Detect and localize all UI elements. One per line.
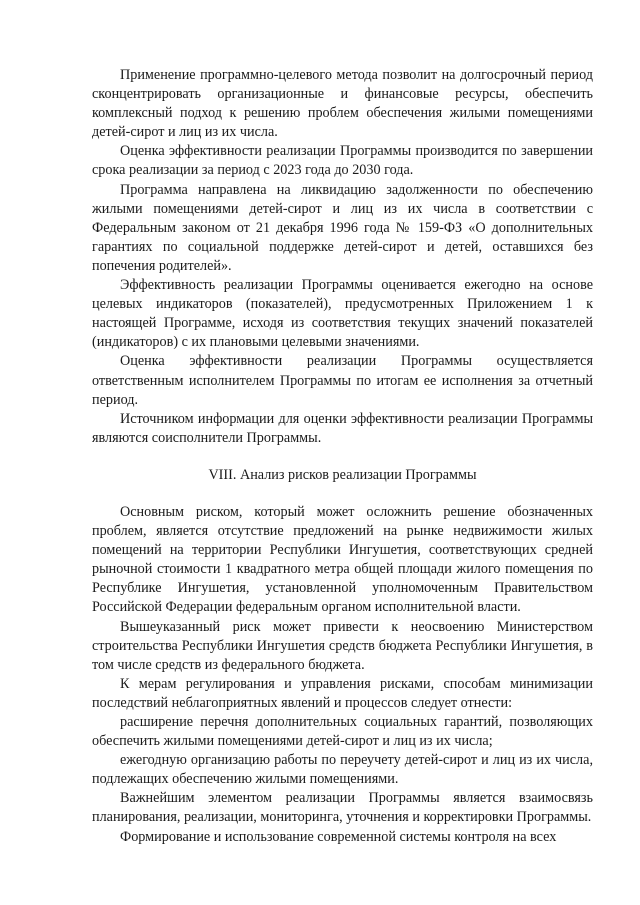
paragraph-annual-efficiency-evaluation: Эффективность реализации Программы оценивается ежегодно на основе целевых индикаторов (показателей), предусмотренных Приложением 1 к настоящей Программе, исходя из соответствия текущих значений показателей (индикаторов) с их плановыми целевыми значениями. <box>92 277 593 351</box>
paragraph-program-target-method: Применение программно-целевого метода позволит на долгосрочный период сконцентрировать организационные и финансовые ресурсы, обеспечить комплексный подход к решению проблем обеспечения жилыми помещениями детей-сирот и лиц из их числа. <box>92 67 593 141</box>
paragraph-program-purpose: Программа направлена на ликвидацию задолженности по обеспечению жилыми помещениями детей-сирот и лиц из их числа в соответствии с Федеральным законом от 21 декабря 1996 года № 159-ФЗ «О дополнительных гарантиях по социальной поддержке детей-сирот и детей, оставшихся без попечения родителей». <box>92 181 593 274</box>
paragraph-control-system: Формирование и использование современной системы контроля на всех <box>120 828 557 845</box>
paragraph-main-risk: Основным риском, который может осложнить решение обозначенных проблем, является отсутствие предложений на рынке недвижимости жилых помещений на территории Республики Ингушетия, соответствующих средней рыночной стоимости 1 квадратного метра общей площади жилого помещения по Республике Ингушетия, установленной уполномоченным Правительством Российской Федерации федеральным органом исполнительной власти. <box>92 503 593 616</box>
paragraph-risk-consequence: Вышеуказанный риск может привести к неосвоению Министерством строительства Республики Ингушетия средств бюджета Республики Ингушетия, в том числе средств из федерального бюджета. <box>92 618 593 673</box>
paragraph-information-source: Источником информации для оценки эффективности реализации Программы являются соисполнители Программы. <box>92 410 593 446</box>
paragraph-responsible-executor: Оценка эффективности реализации Программы осуществляется ответственным исполнителем Программы по итогам ее исполнения за отчетный период. <box>92 353 593 408</box>
section-heading: VIII. Анализ рисков реализации Программы <box>208 466 477 483</box>
paragraph-measure-guarantees: расширение перечня дополнительных социальных гарантий, позволяющих обеспечить жилыми помещениями детей-сирот и лиц из их числа; <box>92 714 593 750</box>
paragraph-risk-measures-intro: К мерам регулирования и управления рисками, способам минимизации последствий неблагоприятных явлений и процессов следует отнести: <box>92 675 593 711</box>
paragraph-key-element: Важнейшим элементом реализации Программы является взаимосвязь планирования, реализации, мониторинга, уточнения и корректировки Программы. <box>92 790 593 826</box>
paragraph-measure-reaccounting: ежегодную организацию работы по переучету детей-сирот и лиц из их числа, подлежащих обеспечению жилыми помещениями. <box>92 752 593 788</box>
paragraph-efficiency-assessment-period: Оценка эффективности реализации Программы производится по завершении срока реализации за период с 2023 года до 2030 года. <box>92 143 593 179</box>
document-page <box>92 66 593 847</box>
